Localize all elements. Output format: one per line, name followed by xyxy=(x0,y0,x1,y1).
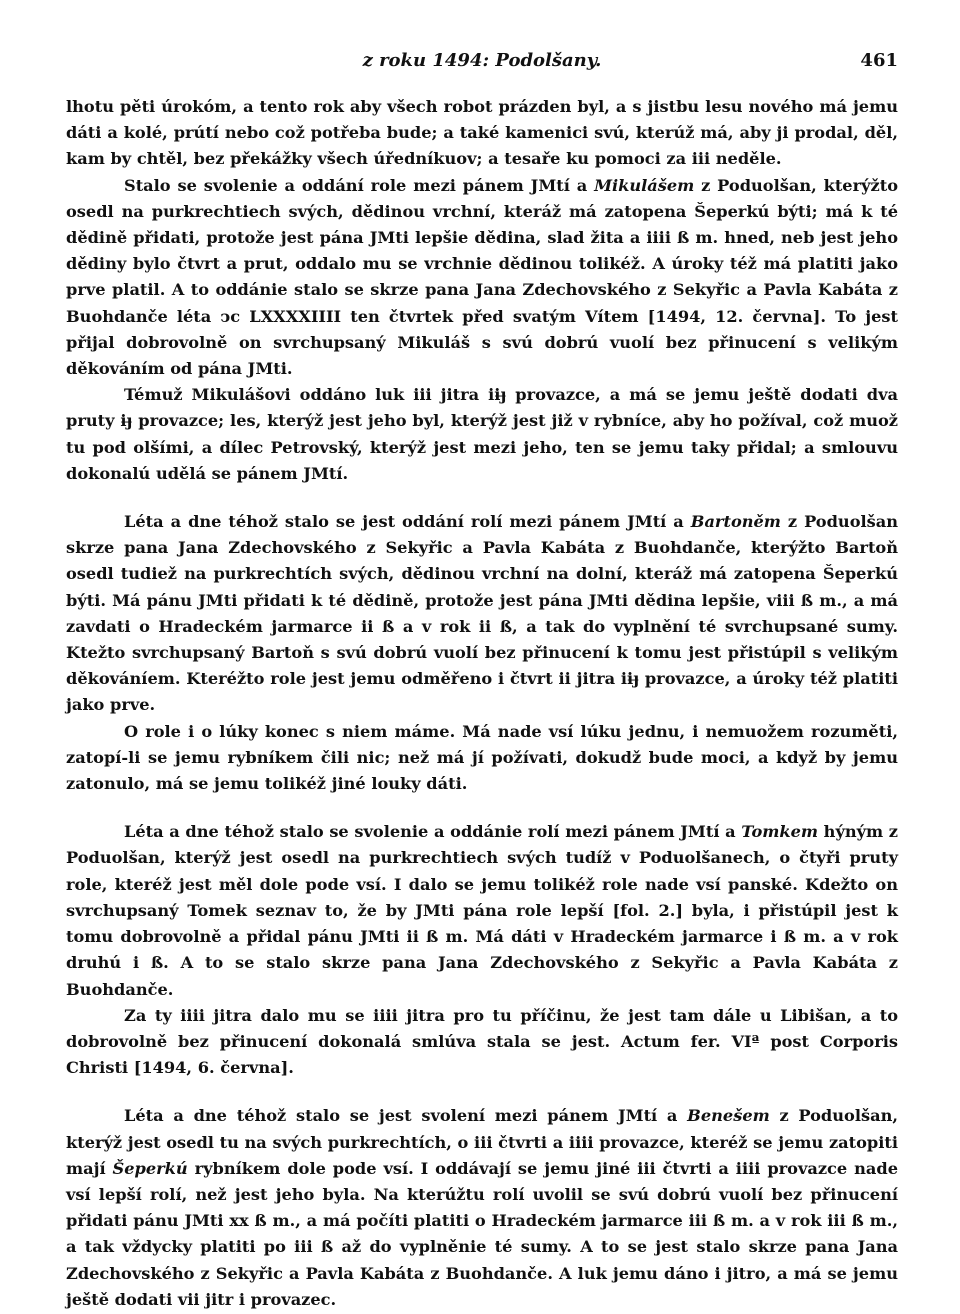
paragraph-2 xyxy=(66,173,898,383)
text-run: hýným z Poduolšan, kterýž jest osedl na purkrechtiech svých tudíž v Poduolšanech, o čtyři pruty role, kteréž jest měl dole pode vsí. I dalo se jemu tolikéž role nade vsí panské. Kdežto on svrchupsaný Tomek seznav to, že by JMti pána role lepší [fol. 2.] byla, i přistúpil jest k tomu dobrovolně a přidal pánu JMti ii ß m. Má dáti v Hradeckém jarmarce i ß m. a v rok druhú i ß. A to se stalo skrze pana Jana Zdechovského z Sekyřic a Pavla Kabáta z Buohdanče. xyxy=(66,822,898,999)
italic-name: Bartoněm xyxy=(690,512,781,532)
text-run: z Poduolšan skrze pana Jana Zdechovského z Sekyřic a Pavla Kabáta z Buohdanče, kterýžto Bartoň osedl tudiež na purkrechtích svých, dědinou vrchní na dolní, kteráž má zatopena Šeperkú býti. Má pánu JMti přidati k té dědině, protože jest pána JMti dědina lepšie, viii ß m., a má zavdati o Hradeckém jarmarce ii ß a v rok ii ß, a tak do vyplnění té svrchupsané sumy. Ktežto svrchupsaný Bartoň s svú dobrú vuolí bez přinucení k tomu jest přistúpil s velikým děkováníem. Kteréžto role jest jemu odměřeno i čtvrt ii jitra iiȷ̶ provazce, a úroky též platiti jako prve. xyxy=(66,512,899,715)
text-run: Léta a dne téhož stalo se jest oddání rolí mezi pánem JMtí a xyxy=(124,512,691,532)
italic-name: Šeperkú xyxy=(112,1158,188,1178)
running-head xyxy=(66,46,898,80)
paragraph-8 xyxy=(66,1103,898,1313)
page-body xyxy=(66,94,898,1313)
italic-name: Tomkem xyxy=(741,822,819,842)
paragraph-6 xyxy=(66,819,898,1002)
paragraph-5: O role i o lúky konec s niem máme. Má nade vsí lúku jednu, i nemuožem rozuměti, zatopí-li se jemu rybníkem čili nic; než má jí požívati, dokudž bude moci, a když by jemu zatonulo, má se jemu tolikéž jiné louky dáti. xyxy=(66,721,898,794)
text-run: z Poduolšan, kterýžto osedl na purkrechtiech svých, dědinou vrchní, kteráž má zatopena Šeperkú býti; má k té dědině přidati, protože jest pána JMti lepšie dědina, slad žita a iiii ß m. hned, neb jest jeho dědiny bylo čtvrt a prut, oddalo mu se vrchnie dědinou tolikéž. A úroky též má platiti jako prve platil. A to oddánie stalo se skrze pana Jana Zdechovského z Sekyřic a Pavla Kabáta z Buohdanče léta ↄc LXXXXIIII ten čtvrtek před svatým Vítem [1494, 12. června]. To jest přijal dobrovolně on svrchupsaný Mikuláš s svú dobrú vuolí bez přinucení s velikým děkováním od pána JMti. xyxy=(66,175,899,379)
paragraph-1: lhotu pěti úrokóm, a tento rok aby všech robot prázden byl, a s jistbu lesu nového má jemu dáti a kolé, prútí nebo což potřeba bude; a také kamenici svú, kterúž má, aby ji prodal, děl, kam by chtěl, bez překážky všech úředníkuov; a tesaře ku pomoci za iii neděle. xyxy=(66,97,898,169)
paragraph-3: Témuž Mikulášovi oddáno luk iii jitra iiȷ̶ provazce, a má se jemu ještě dodati dva pruty iȷ̶ provazce; les, kterýž jest jeho byl, kterýž jest již v rybníce, aby ho požíval, což muož tu pod olšími, a díleс Petrovský, kterýž jest mezi jeho, ten se jemu taky přidal; a smlouvu dokonalú udělá se pánem JMtí. xyxy=(66,385,898,483)
italic-name: Benešem xyxy=(687,1106,770,1126)
book-page xyxy=(66,46,898,1313)
text-run: Stalo se svolenie a oddání role mezi pánem JMtí a xyxy=(124,175,595,195)
running-title: z roku 1494: Podolšany. xyxy=(362,50,602,71)
text-run: Léta a dne téhož stalo se jest svolení mezi pánem JMtí a xyxy=(124,1106,688,1126)
text-run: z Poduolšan, kterýž jest osedl tu na svých purkrechtích, o iii čtvrti a iiii provazce, kteréž se jemu zatopiti mají xyxy=(66,1106,898,1178)
paragraph-4 xyxy=(66,509,898,719)
text-run: Léta a dne téhož stalo se svolenie a oddánie rolí mezi pánem JMtí a xyxy=(124,822,742,842)
text-run: rybníkem dole pode vsí. I oddávají se jemu jiné iii čtvrti a iiii provazce nade vsí lepší rolí, než jest jeho byla. Na kterúžtu rolí uvolil se svú dobrú vuolí bez přinucení přidati pánu JMti xx ß m., a má počíti platiti o Hradeckém jarmarce iii ß m. a v rok iii ß m., a tak vždycky platiti po iii ß až do vyplněnie té sumy. A to se jest stalo skrze pana Jana Zdechovského z Sekyřic a Pavla Kabáta z Buohdanče. A luk jemu dáno i jitro, a má se jemu ještě dodati vii jitr i provazec. xyxy=(66,1158,898,1309)
page-number: 461 xyxy=(860,50,898,71)
italic-name: Mikulášem xyxy=(594,175,695,195)
paragraph-7: Za ty iiii jitra dalo mu se iiii jitra pro tu příčinu, že jest tam dále u Libišan, a to dobrovolně bez přinucení dokonalá smlúva stala se jest. Actum fer. VIª post Corporis Christi [1494, 6. června]. xyxy=(66,1005,898,1078)
